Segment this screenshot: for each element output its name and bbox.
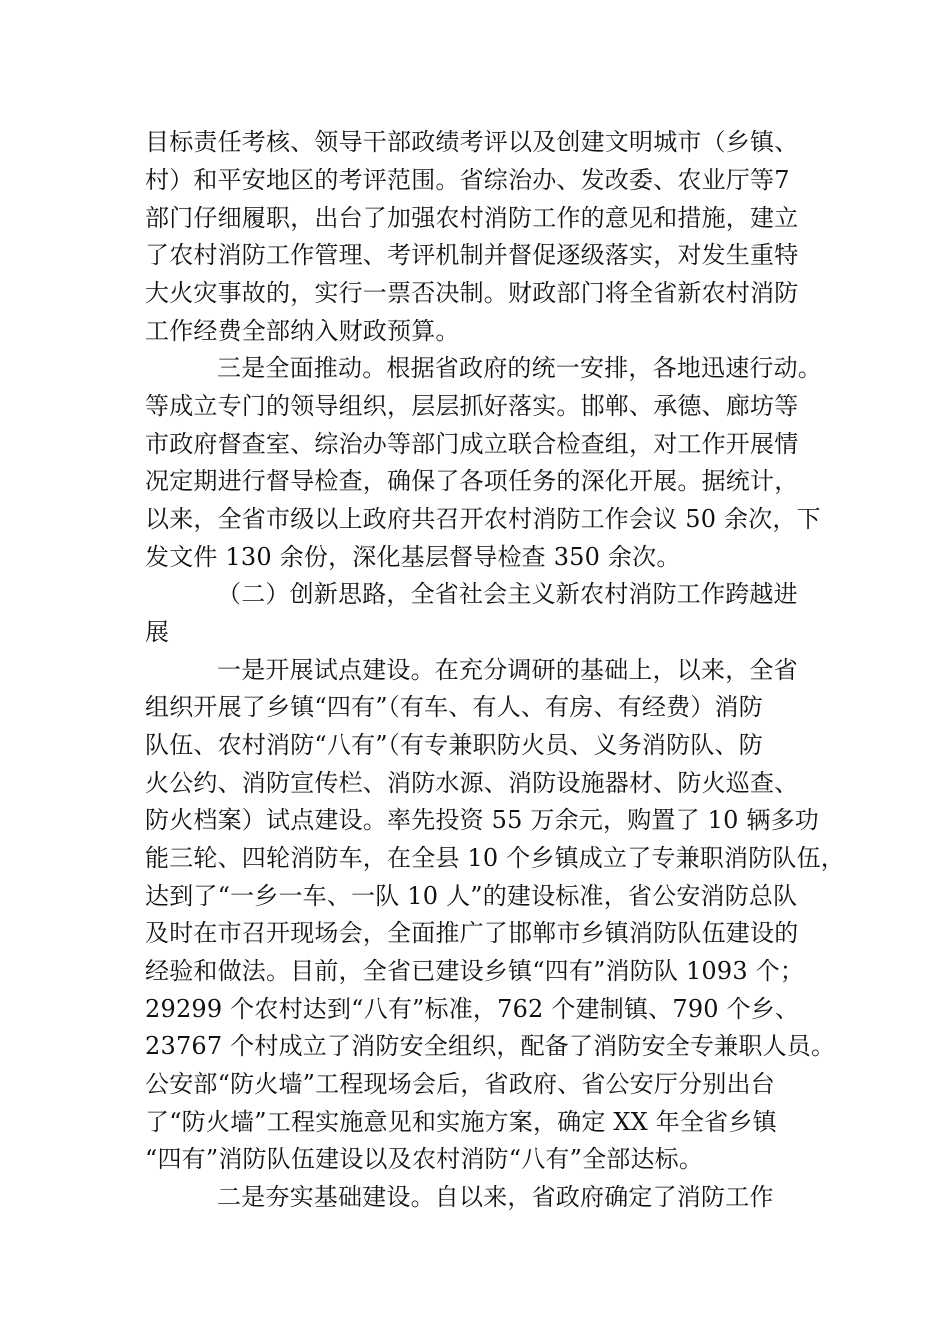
body-text-line: 公安部“防火墙”工程现场会后，省政府、省公安厅分别出台 xyxy=(145,1070,775,1098)
paragraph-first-line: 一是开展试点建设。在充分调研的基础上，以来，全省 xyxy=(217,656,798,684)
body-text-line: “四有”消防队伍建设以及农村消防“八有”全部达标。 xyxy=(145,1145,704,1173)
body-text-line: 队伍、农村消防“八有”（有专兼职防火员、义务消防队、防 xyxy=(145,731,763,759)
body-text-line: 以来，全省市级以上政府共召开农村消防工作会议 50 余次，下 xyxy=(145,505,821,533)
body-text-line: 了“防火墙”工程实施意见和实施方案，确定 XX 年全省乡镇 xyxy=(145,1108,777,1136)
body-text-line: 目标责任考核、领导干部政绩考评以及创建文明城市（乡镇、 xyxy=(145,128,799,156)
body-text-line: 工作经费全部纳入财政预算。 xyxy=(145,317,460,345)
body-text-line: 等成立专门的领导组织，层层抓好落实。邯郸、承德、廊坊等 xyxy=(145,392,799,420)
body-text-line: 23767 个村成立了消防安全组织，配备了消防安全专兼职人员。 xyxy=(145,1032,836,1060)
body-text-line: 经验和做法。目前，全省已建设乡镇“四有”消防队 1093 个； xyxy=(145,957,805,985)
body-text-line: 发文件 130 余份，深化基层督导检查 350 余次。 xyxy=(145,543,681,571)
body-text-line: 市政府督查室、综治办等部门成立联合检查组，对工作开展情 xyxy=(145,430,799,458)
section-heading-continuation: 展 xyxy=(145,618,170,646)
body-text-line: 组织开展了乡镇“四有”（有车、有人、有房、有经费）消防 xyxy=(145,693,763,721)
section-heading: （二）创新思路，全省社会主义新农村消防工作跨越进 xyxy=(217,580,798,608)
paragraph-first-line: 三是全面推动。根据省政府的统一安排，各地迅速行动。 xyxy=(217,354,822,382)
body-text-line: 达到了“一乡一车、一队 10 人”的建设标准，省公安消防总队 xyxy=(145,882,798,910)
paragraph-first-line: 二是夯实基础建设。自以来，省政府确定了消防工作 xyxy=(217,1183,774,1211)
body-text-line: 了农村消防工作管理、考评机制并督促逐级落实，对发生重特 xyxy=(145,241,799,269)
body-text-line: 及时在市召开现场会，全面推广了邯郸市乡镇消防队伍建设的 xyxy=(145,919,799,947)
body-text-line: 29299 个农村达到“八有”标准，762 个建制镇、790 个乡、 xyxy=(145,995,800,1023)
body-text-line: 大火灾事故的，实行一票否决制。财政部门将全省新农村消防 xyxy=(145,279,799,307)
body-text-line: 况定期进行督导检查，确保了各项任务的深化开展。据统计， xyxy=(145,467,799,495)
body-text-line: 防火档案）试点建设。率先投资 55 万余元，购置了 10 辆多功 xyxy=(145,806,819,834)
body-text-line: 能三轮、四轮消防车，在全县 10 个乡镇成立了专兼职消防队伍， xyxy=(145,844,845,872)
body-text-line: 部门仔细履职，出台了加强农村消防工作的意见和措施，建立 xyxy=(145,204,799,232)
body-text-line: 村）和平安地区的考评范围。省综治办、发改委、农业厅等7 xyxy=(145,166,790,194)
body-text-line: 火公约、消防宣传栏、消防水源、消防设施器材、防火巡查、 xyxy=(145,769,799,797)
